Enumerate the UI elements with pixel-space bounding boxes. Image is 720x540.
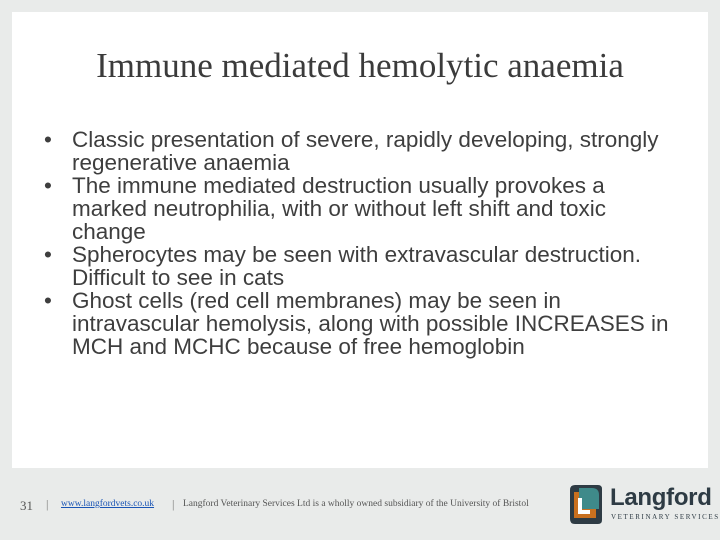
- footer-separator: |: [172, 497, 175, 511]
- bullet-text: Spherocytes may be seen with extravascular destruction. Difficult to see in cats: [72, 242, 642, 290]
- footer-separator: |: [46, 497, 49, 511]
- bullet-dot: •: [44, 288, 52, 313]
- logo-wordmark: Langford: [610, 484, 712, 511]
- bullet-dot: •: [44, 127, 52, 152]
- bullet-item: [24, 128, 684, 174]
- bullet-list: [24, 128, 684, 358]
- page-number: 31: [20, 498, 33, 513]
- bullet-text: The immune mediated destruction usually provokes a marked neutrophilia, with or without left shift and toxic change: [72, 173, 607, 244]
- bullet-dot: •: [44, 242, 52, 267]
- bullet-item: [24, 243, 684, 289]
- bullet-text: Classic presentation of severe, rapidly developing, strongly regenerative anaemia: [72, 127, 659, 175]
- bullet-item: [24, 289, 684, 358]
- footer-note: Langford Veterinary Services Ltd is a wholly owned subsidiary of the University of Bristol: [183, 499, 529, 509]
- bullet-text: Ghost cells (red cell membranes) may be seen in intravascular hemolysis, along with possible INCREASES in MCH and MCHC because of free hemoglobin: [72, 288, 669, 359]
- langford-logo: [566, 482, 720, 526]
- website-link[interactable]: www.langfordvets.co.uk: [61, 499, 155, 509]
- langford-mark-icon: [566, 482, 606, 526]
- bullet-item: [24, 174, 684, 243]
- bullet-dot: •: [44, 173, 52, 198]
- slide-title: Immune mediated hemolytic anaemia: [96, 46, 624, 85]
- footer: [0, 468, 720, 540]
- logo-subtitle: VETERINARY SERVICES: [611, 513, 720, 521]
